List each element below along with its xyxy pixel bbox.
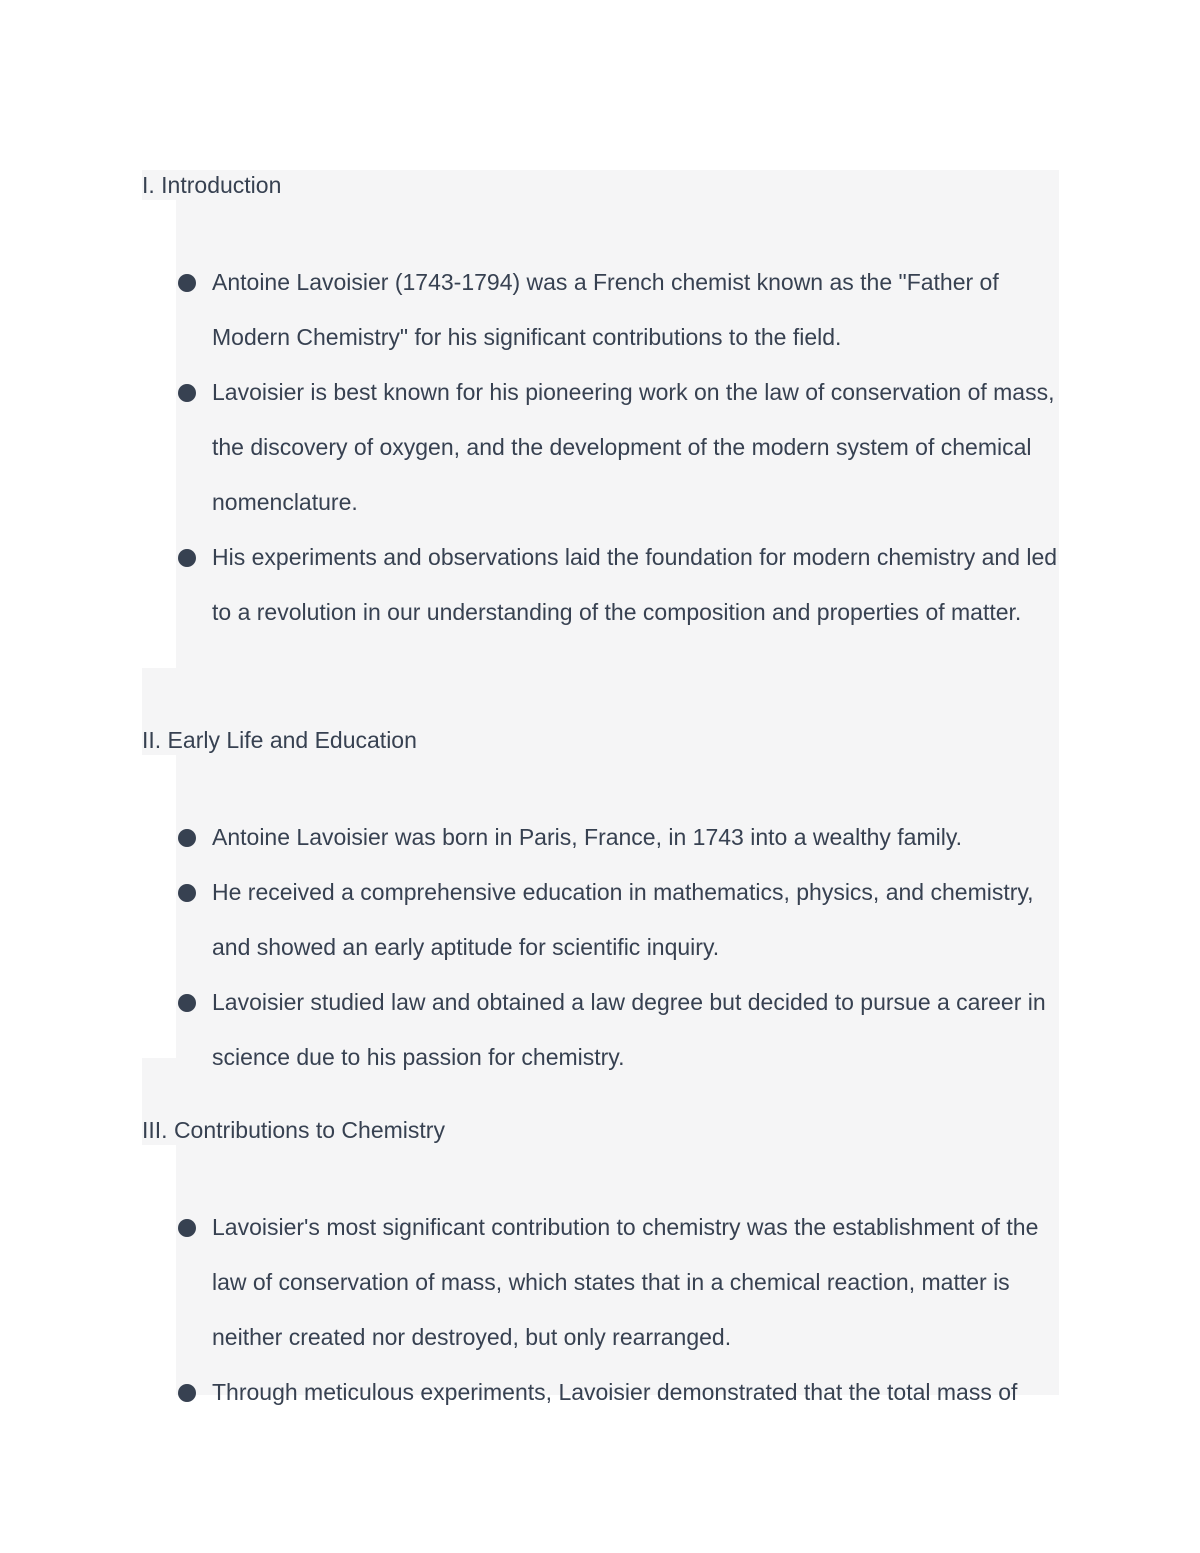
list-item-text: Antoine Lavoisier was born in Paris, France, in 1743 into a wealthy family. xyxy=(212,824,963,850)
bullet-icon xyxy=(178,994,196,1012)
bullet-icon xyxy=(178,384,196,402)
list-item-text: He received a comprehensive education in mathematics, physics, and chemistry, and showed an early aptitude for scientific inquiry. xyxy=(212,879,1034,960)
list-item-text: His experiments and observations laid the foundation for modern chemistry and led to a revolution in our understanding of the composition and properties of matter. xyxy=(212,544,1058,625)
bullet-icon xyxy=(178,884,196,902)
list-item-text: Lavoisier studied law and obtained a law degree but decided to pursue a career in science due to his passion for chemistry. xyxy=(212,989,1046,1070)
section-heading: II. Early Life and Education xyxy=(142,727,417,753)
bullet-list xyxy=(142,1145,1059,1420)
section-heading: I. Introduction xyxy=(142,172,282,198)
list-item-text: Through meticulous experiments, Lavoisier demonstrated that the total mass of xyxy=(212,1379,1018,1405)
bullet-icon xyxy=(178,549,196,567)
list-item xyxy=(142,1200,1059,1365)
list-item-text: Lavoisier's most significant contribution to chemistry was the establishment of the law of conservation of mass, which states that in a chemical reaction, matter is neither created nor destroyed, but only rearranged. xyxy=(212,1214,1039,1350)
bullet-icon xyxy=(178,274,196,292)
section-heading: III. Contributions to Chemistry xyxy=(142,1117,445,1143)
bullet-icon xyxy=(178,1384,196,1402)
bullet-icon xyxy=(178,829,196,847)
document-body xyxy=(142,170,1059,1405)
list-item xyxy=(142,255,1059,365)
section-introduction xyxy=(142,170,1059,725)
list-item xyxy=(142,975,1059,1085)
section-early-life xyxy=(142,725,1059,1115)
list-item xyxy=(142,865,1059,975)
list-item-text: Lavoisier is best known for his pioneering work on the law of conservation of mass, the discovery of oxygen, and the development of the modern system of chemical nomenclature. xyxy=(212,379,1055,515)
bullet-icon xyxy=(178,1219,196,1237)
list-item xyxy=(142,1365,1059,1420)
list-item xyxy=(142,530,1059,640)
bullet-list xyxy=(142,200,1059,640)
list-item-text: Antoine Lavoisier (1743-1794) was a French chemist known as the "Father of Modern Chemistry" for his significant contributions to the field. xyxy=(212,269,999,350)
list-item xyxy=(142,810,1059,865)
list-item xyxy=(142,365,1059,530)
bullet-list xyxy=(142,755,1059,1085)
section-contributions xyxy=(142,1115,1059,1405)
